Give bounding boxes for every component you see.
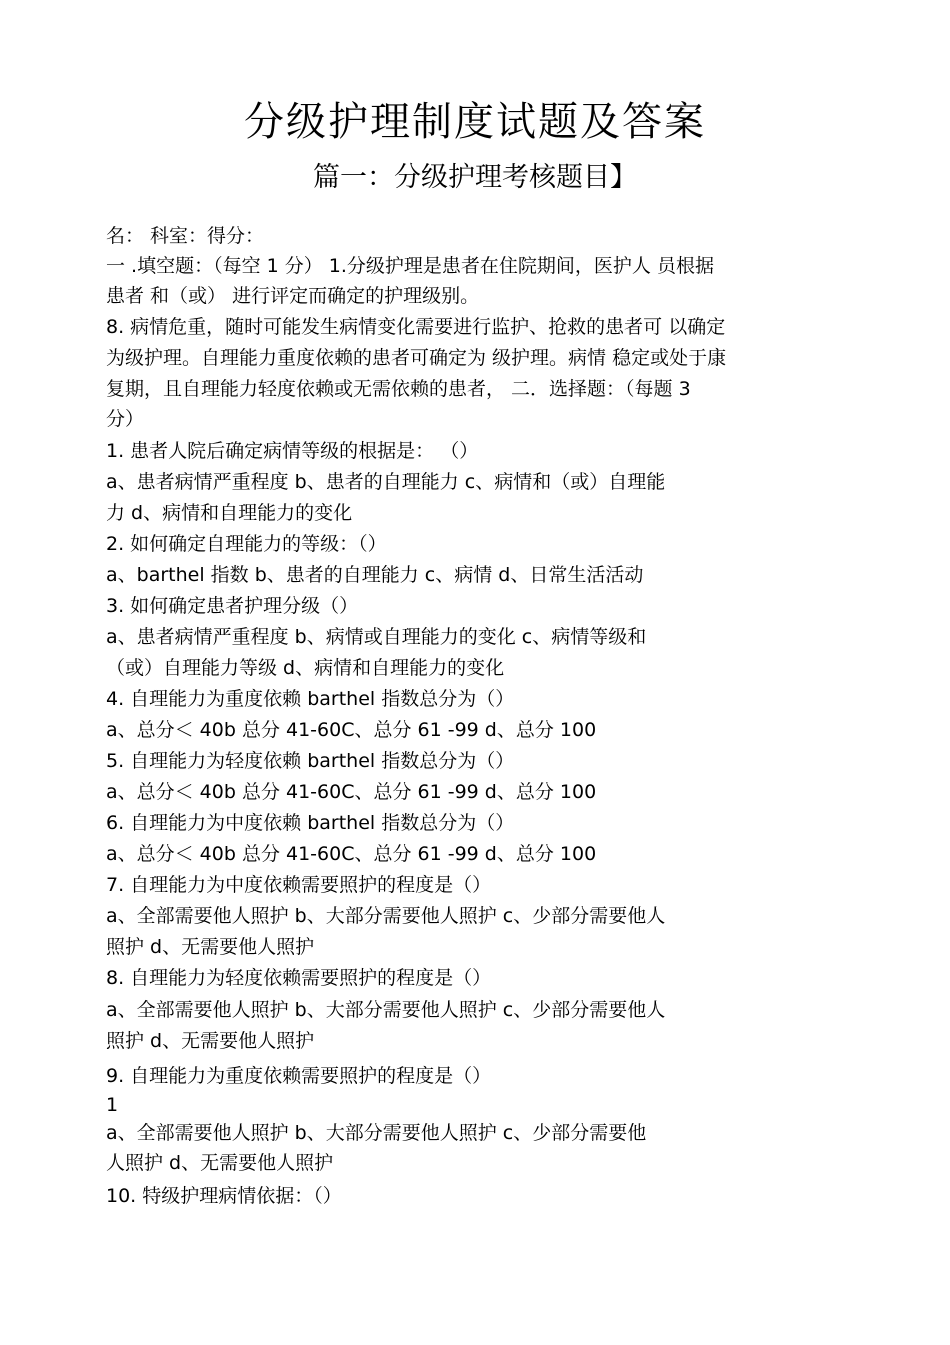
text-line: 9. 自理能力为重度依赖需要照护的程度是（）: [106, 1065, 492, 1087]
text-line: 照护 d、无需要他人照护: [106, 1030, 315, 1052]
text-line: a、患者病情严重程度 b、患者的自理能力 c、病情和（或）自理能: [106, 471, 666, 493]
text-line: 患者 和（或） 进行评定而确定的护理级别。: [106, 285, 480, 307]
text-line: a、患者病情严重程度 b、病情或自理能力的变化 c、病情等级和: [106, 626, 647, 648]
text-line: 力 d、病情和自理能力的变化: [106, 502, 353, 524]
text-line: 6. 自理能力为中度依赖 barthel 指数总分为（）: [106, 812, 515, 834]
text-line: 7. 自理能力为中度依赖需要照护的程度是（）: [106, 874, 492, 896]
text-line: 复期，且自理能力轻度依赖或无需依赖的患者， 二．选择题：（每题 3: [106, 378, 691, 400]
page-number: 1: [106, 1094, 119, 1116]
text-line: 3. 如何确定患者护理分级（）: [106, 595, 359, 617]
text-line: 2. 如何确定自理能力的等级：（）: [106, 533, 387, 555]
text-line: 为级护理。自理能力重度依赖的患者可确定为 级护理。病情 稳定或处于康: [106, 347, 727, 369]
text-line: a、总分＜ 40b 总分 41-60C、总分 61 -99 d、总分 100: [106, 781, 597, 803]
text-line: a、总分＜ 40b 总分 41-60C、总分 61 -99 d、总分 100: [106, 719, 597, 741]
text-line: 8. 自理能力为轻度依赖需要照护的程度是（）: [106, 967, 492, 989]
document-subtitle: 篇一：分级护理考核题目】: [313, 162, 637, 193]
text-line: a、全部需要他人照护 b、大部分需要他人照护 c、少部分需要他: [106, 1122, 647, 1144]
text-line: 名： 科室：得分：: [106, 225, 265, 247]
text-line: （或）自理能力等级 d、病情和自理能力的变化: [106, 657, 505, 679]
document-title: 分级护理制度试题及答案: [244, 99, 706, 145]
text-line: 5. 自理能力为轻度依赖 barthel 指数总分为（）: [106, 750, 515, 772]
text-line: 一 .填空题：（每空 1 分） 1.分级护理是患者在住院期间，医护人 员根据: [106, 255, 714, 277]
text-line: 人照护 d、无需要他人照护: [106, 1152, 334, 1174]
text-line: 8. 病情危重，随时可能发生病情变化需要进行监护、抢救的患者可 以确定: [106, 316, 726, 338]
text-line: a、barthel 指数 b、患者的自理能力 c、病情 d、日常生活活动: [106, 564, 644, 586]
text-line: 1. 患者人院后确定病情等级的根据是： （）: [106, 440, 479, 462]
text-line: a、总分＜ 40b 总分 41-60C、总分 61 -99 d、总分 100: [106, 843, 597, 865]
text-line: 分）: [106, 408, 145, 430]
text-line: 10. 特级护理病情依据：（）: [106, 1185, 342, 1207]
text-line: 4. 自理能力为重度依赖 barthel 指数总分为（）: [106, 688, 515, 710]
text-line: a、全部需要他人照护 b、大部分需要他人照护 c、少部分需要他人: [106, 999, 666, 1021]
text-line: 照护 d、无需要他人照护: [106, 936, 315, 958]
text-line: a、全部需要他人照护 b、大部分需要他人照护 c、少部分需要他人: [106, 905, 666, 927]
